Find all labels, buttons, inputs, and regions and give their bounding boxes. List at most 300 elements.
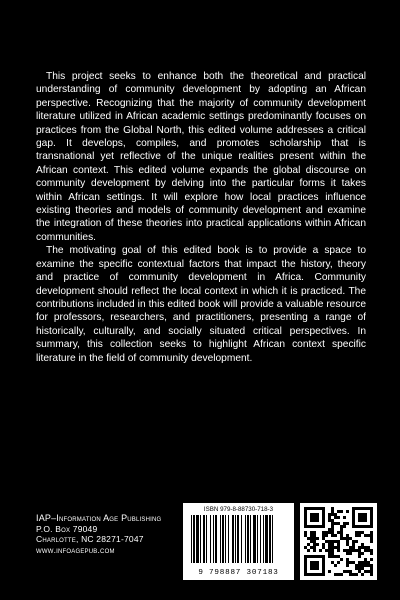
qr-module: [334, 522, 337, 525]
blurb-paragraph-1: This project seeks to enhance both the theoretical and practical understanding of community development by adopting an African perspective. Recognizing that the majority of community development literature utilized in African academic settings predominantly focuses on practices from the Global North, this edited volume addresses a critical gap. It develops, compiles, and promotes scholarship that is transnational yet reflective of the unique realities present within the African context. This edited volume expands the global discourse on community development by delving into the particular forms it takes within African settings. It will explore how local practices influence existing theories and models of community development and examine the integration of these theories into practical applications within African communities.: [36, 71, 366, 243]
qr-module: [334, 546, 337, 549]
qr-module: [352, 540, 355, 543]
barcode-bar: [225, 515, 226, 563]
qr-module: [337, 573, 340, 576]
qr-module: [316, 564, 319, 567]
qr-module: [331, 510, 334, 513]
qr-module: [316, 543, 319, 546]
qr-module: [358, 525, 361, 528]
qr-module: [370, 573, 373, 576]
qr-module: [358, 519, 361, 522]
barcode-bar: [241, 515, 242, 563]
qr-module: [358, 555, 361, 558]
qr-module: [313, 549, 316, 552]
qr-module: [355, 567, 358, 570]
qr-module: [328, 570, 331, 573]
qr-module: [358, 531, 361, 534]
qr-module: [361, 525, 364, 528]
qr-module: [343, 516, 346, 519]
barcode-bar: [215, 515, 217, 563]
qr-module: [370, 570, 373, 573]
qr-module: [349, 570, 352, 573]
qr-module: [370, 540, 373, 543]
qr-module: [352, 525, 355, 528]
qr-module: [370, 564, 373, 567]
qr-module: [358, 513, 361, 516]
barcode-bar: [235, 515, 236, 563]
qr-module: [328, 519, 331, 522]
qr-module: [316, 525, 319, 528]
qr-module: [343, 549, 346, 552]
qr-module: [325, 549, 328, 552]
qr-module: [328, 528, 331, 531]
qr-module: [364, 561, 367, 564]
qr-module: [331, 534, 334, 537]
qr-module: [367, 570, 370, 573]
qr-module: [337, 510, 340, 513]
qr-module: [361, 519, 364, 522]
qr-module: [304, 555, 307, 558]
qr-module: [304, 570, 307, 573]
qr-module: [370, 513, 373, 516]
qr-module: [322, 555, 325, 558]
qr-module: [361, 516, 364, 519]
qr-module: [331, 543, 334, 546]
qr-module: [313, 513, 316, 516]
isbn-label: ISBN 979-8-88730-718-3: [203, 506, 274, 513]
qr-module: [361, 567, 364, 570]
qr-module: [370, 549, 373, 552]
qr-module: [337, 516, 340, 519]
qr-module: [313, 525, 316, 528]
qr-module: [319, 507, 322, 510]
qr-module: [355, 549, 358, 552]
qr-module: [358, 567, 361, 570]
qr-module: [370, 516, 373, 519]
barcode-bar: [206, 515, 207, 563]
qr-module: [334, 555, 337, 558]
qr-module: [307, 543, 310, 546]
qr-module: [322, 567, 325, 570]
qr-module: [352, 546, 355, 549]
qr-module: [304, 531, 307, 534]
qr-module: [322, 513, 325, 516]
barcode-icon: [187, 515, 290, 563]
qr-module: [367, 534, 370, 537]
qr-module: [352, 507, 355, 510]
qr-module: [304, 513, 307, 516]
qr-module: [307, 507, 310, 510]
ean-digits: 9 798887 307183: [198, 569, 279, 577]
qr-module: [370, 558, 373, 561]
qr-module: [337, 555, 340, 558]
qr-module: [352, 573, 355, 576]
qr-module: [370, 537, 373, 540]
qr-module: [364, 558, 367, 561]
qr-module: [361, 507, 364, 510]
qr-module: [343, 537, 346, 540]
qr-module: [304, 546, 307, 549]
qr-module: [367, 564, 370, 567]
barcode-bar: [191, 515, 192, 563]
qr-module: [364, 546, 367, 549]
qr-module: [343, 522, 346, 525]
qr-module: [310, 555, 313, 558]
qr-module: [331, 540, 334, 543]
qr-module: [316, 555, 319, 558]
qr-module: [364, 507, 367, 510]
qr-module: [304, 510, 307, 513]
qr-module: [316, 567, 319, 570]
qr-module: [364, 534, 367, 537]
qr-module: [337, 549, 340, 552]
qr-module: [349, 546, 352, 549]
barcode-bar: [245, 515, 246, 563]
back-cover-blurb: [36, 70, 366, 365]
qr-module: [340, 573, 343, 576]
qr-module: [349, 561, 352, 564]
qr-module: [340, 534, 343, 537]
publisher-po-box: P.O. Box 79049: [36, 523, 98, 534]
qr-module: [358, 534, 361, 537]
qr-module: [361, 561, 364, 564]
qr-module: [355, 531, 358, 534]
qr-module: [307, 525, 310, 528]
qr-module: [322, 522, 325, 525]
qr-module: [325, 534, 328, 537]
qr-module: [370, 525, 373, 528]
qr-module: [328, 513, 331, 516]
qr-module: [313, 567, 316, 570]
qr-module: [322, 546, 325, 549]
qr-module: [307, 573, 310, 576]
barcode-bar: [232, 515, 234, 563]
qr-module: [337, 540, 340, 543]
qr-module: [334, 534, 337, 537]
barcode-bar: [200, 515, 201, 563]
barcode-bar: [257, 515, 258, 563]
qr-module: [322, 519, 325, 522]
qr-module: [358, 570, 361, 573]
qr-module: [364, 525, 367, 528]
qr-module: [307, 549, 310, 552]
qr-module: [346, 510, 349, 513]
qr-module: [340, 510, 343, 513]
barcode-bar: [220, 515, 221, 563]
qr-module: [313, 519, 316, 522]
qr-module: [313, 561, 316, 564]
qr-module: [367, 549, 370, 552]
qr-module: [313, 540, 316, 543]
qr-module: [316, 537, 319, 540]
qr-module: [325, 540, 328, 543]
qr-module: [307, 555, 310, 558]
qr-module: [352, 561, 355, 564]
qr-module: [358, 561, 361, 564]
qr-module: [361, 546, 364, 549]
qr-code: [300, 503, 377, 580]
barcode-bar: [253, 515, 256, 563]
qr-module: [355, 564, 358, 567]
qr-module: [349, 552, 352, 555]
publisher-address: [36, 513, 186, 555]
qr-module: [337, 546, 340, 549]
qr-module: [304, 507, 307, 510]
qr-module: [322, 537, 325, 540]
qr-module: [361, 573, 364, 576]
qr-module: [364, 549, 367, 552]
qr-module: [310, 537, 313, 540]
qr-module: [331, 531, 334, 534]
barcode-bar: [247, 515, 249, 563]
qr-module: [304, 564, 307, 567]
qr-module: [364, 564, 367, 567]
qr-module: [358, 549, 361, 552]
qr-module: [310, 525, 313, 528]
qr-module: [370, 552, 373, 555]
qr-module: [352, 516, 355, 519]
qr-module: [304, 516, 307, 519]
qr-module: [328, 516, 331, 519]
qr-module: [310, 567, 313, 570]
qr-module: [328, 531, 331, 534]
qr-module: [304, 519, 307, 522]
qr-module: [322, 516, 325, 519]
qr-module: [349, 573, 352, 576]
qr-module: [328, 552, 331, 555]
qr-module: [304, 567, 307, 570]
qr-module: [346, 549, 349, 552]
qr-module: [364, 519, 367, 522]
qr-module: [364, 570, 367, 573]
qr-module: [322, 558, 325, 561]
qr-module: [331, 549, 334, 552]
qr-module: [310, 531, 313, 534]
barcode-bar: [269, 515, 271, 563]
qr-module: [322, 561, 325, 564]
barcode-bar: [222, 515, 224, 563]
qr-module: [370, 534, 373, 537]
barcode-bar: [196, 515, 199, 563]
qr-module: [370, 522, 373, 525]
qr-module: [358, 507, 361, 510]
qr-module: [343, 570, 346, 573]
qr-module: [358, 564, 361, 567]
qr-module: [352, 519, 355, 522]
qr-module: [304, 561, 307, 564]
qr-module: [322, 534, 325, 537]
qr-module: [334, 513, 337, 516]
qr-module: [322, 573, 325, 576]
qr-module: [310, 540, 313, 543]
qr-module: [337, 531, 340, 534]
qr-module: [346, 552, 349, 555]
barcode-bar: [263, 515, 264, 563]
qr-module: [313, 507, 316, 510]
qr-module: [334, 516, 337, 519]
qr-module: [340, 525, 343, 528]
qr-module: [367, 561, 370, 564]
qr-module: [355, 573, 358, 576]
qr-module: [346, 534, 349, 537]
qr-module: [316, 507, 319, 510]
qr-module: [310, 513, 313, 516]
qr-module: [355, 525, 358, 528]
qr-module: [322, 564, 325, 567]
qr-module: [337, 522, 340, 525]
qr-module: [331, 555, 334, 558]
qr-module: [346, 558, 349, 561]
qr-module: [322, 525, 325, 528]
qr-module: [367, 525, 370, 528]
qr-module: [370, 507, 373, 510]
qr-module: [337, 543, 340, 546]
qr-module: [322, 543, 325, 546]
qr-module: [319, 549, 322, 552]
qr-module: [364, 513, 367, 516]
qr-module: [316, 513, 319, 516]
qr-module: [352, 522, 355, 525]
qr-module: [316, 519, 319, 522]
isbn-barcode: [183, 503, 294, 580]
qr-module: [340, 528, 343, 531]
qr-module: [358, 552, 361, 555]
qr-module: [343, 525, 346, 528]
qr-module: [355, 507, 358, 510]
qr-module: [334, 573, 337, 576]
qr-module: [370, 519, 373, 522]
qr-module: [313, 573, 316, 576]
qr-module: [349, 537, 352, 540]
blurb-paragraph-2: The motivating goal of this edited book is to provide a space to examine the specific contextual factors that impact the history, theory and practice of community development in Africa. Community development should reflect the local context in which it is practiced. The contributions included in this edited book will provide a valuable resource for professors, researchers, and practitioners, presenting a range of historically, culturally, and socially situated critical perspectives. In summary, this collection seeks to highlight African context specific literature in the field of community development.: [36, 245, 366, 364]
qr-module: [310, 519, 313, 522]
qr-module: [310, 546, 313, 549]
barcode-bar: [210, 515, 211, 563]
qr-module: [340, 537, 343, 540]
qr-module: [313, 531, 316, 534]
qr-module: [358, 546, 361, 549]
qr-module: [349, 549, 352, 552]
qr-module: [313, 534, 316, 537]
qr-module: [346, 564, 349, 567]
publisher-name: IAP–Information Age Publishing: [36, 513, 162, 523]
qr-module: [334, 564, 337, 567]
qr-module: [325, 531, 328, 534]
barcode-bar: [213, 515, 214, 563]
qr-module: [355, 540, 358, 543]
qr-module: [346, 537, 349, 540]
qr-module: [352, 513, 355, 516]
barcode-bar: [265, 515, 268, 563]
qr-module: [370, 567, 373, 570]
qr-module: [337, 561, 340, 564]
qr-module: [307, 537, 310, 540]
qr-module: [322, 531, 325, 534]
qr-module: [322, 510, 325, 513]
qr-module: [316, 573, 319, 576]
qr-module: [340, 558, 343, 561]
qr-module: [331, 522, 334, 525]
qr-module: [316, 516, 319, 519]
qr-module: [331, 507, 334, 510]
qr-module: [346, 570, 349, 573]
qr-module: [346, 540, 349, 543]
qr-module: [304, 522, 307, 525]
barcode-bar: [228, 515, 229, 563]
barcode-bar: [272, 515, 273, 563]
qr-module: [331, 519, 334, 522]
qr-module: [361, 564, 364, 567]
qr-module: [328, 543, 331, 546]
qr-module: [331, 528, 334, 531]
qr-module: [334, 540, 337, 543]
qr-module: [352, 510, 355, 513]
qr-module: [331, 546, 334, 549]
qr-module: [355, 534, 358, 537]
qr-module: [304, 558, 307, 561]
qr-module: [310, 564, 313, 567]
qr-module: [313, 555, 316, 558]
qr-module: [340, 531, 343, 534]
qr-module: [361, 552, 364, 555]
qr-module: [367, 507, 370, 510]
qr-module: [304, 534, 307, 537]
qr-module: [322, 570, 325, 573]
qr-module: [313, 516, 316, 519]
qr-module: [319, 573, 322, 576]
qr-module: [352, 543, 355, 546]
qr-module: [304, 573, 307, 576]
barcode-bar: [250, 515, 251, 563]
qr-module: [328, 555, 331, 558]
barcode-bar: [193, 515, 195, 563]
barcode-bar: [260, 515, 261, 563]
qr-module: [361, 543, 364, 546]
qr-module: [370, 531, 373, 534]
qr-module: [319, 555, 322, 558]
qr-module: [361, 513, 364, 516]
qr-module: [328, 549, 331, 552]
qr-module: [310, 534, 313, 537]
qr-module: [352, 549, 355, 552]
qr-module: [367, 546, 370, 549]
qr-module: [313, 543, 316, 546]
qr-module: [319, 525, 322, 528]
qr-module: [346, 522, 349, 525]
publisher-website: www.infoagepub.com: [36, 544, 115, 555]
qr-module: [304, 525, 307, 528]
qr-module: [364, 516, 367, 519]
qr-module: [313, 564, 316, 567]
qr-module: [346, 543, 349, 546]
qr-module: [331, 561, 334, 564]
qr-module: [322, 507, 325, 510]
qr-module: [313, 546, 316, 549]
qr-module: [370, 510, 373, 513]
qr-module: [331, 552, 334, 555]
qr-module: [331, 525, 334, 528]
qr-module: [328, 540, 331, 543]
barcode-bar: [237, 515, 239, 563]
qr-module: [346, 561, 349, 564]
qr-module: [310, 507, 313, 510]
qr-module: [316, 561, 319, 564]
qr-module: [328, 546, 331, 549]
qr-module: [310, 561, 313, 564]
barcode-bar: [203, 515, 205, 563]
qr-module: [331, 513, 334, 516]
qr-module: [361, 531, 364, 534]
